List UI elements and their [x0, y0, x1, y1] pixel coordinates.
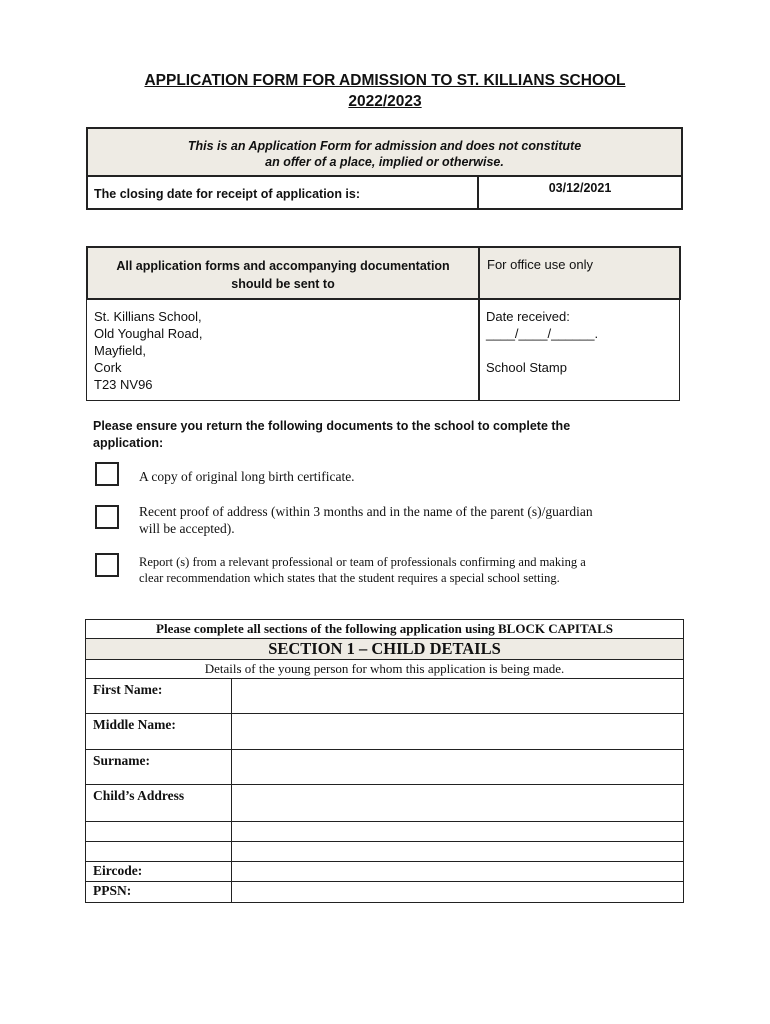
- closing-date-value: 03/12/2021: [477, 175, 683, 210]
- address-line: St. Killians School,: [94, 309, 202, 324]
- document-item: [139, 554, 674, 586]
- school-address: [86, 298, 480, 401]
- notice-line2: an offer of a place, implied or otherwise.: [265, 155, 504, 169]
- office-use-cell: [478, 298, 680, 401]
- ppsn-field[interactable]: [232, 882, 684, 903]
- middle-name-label: Middle Name:: [86, 714, 232, 750]
- documents-intro-line2: application:: [93, 436, 164, 450]
- send-to-heading: [86, 246, 480, 300]
- section-description: Details of the young person for whom this application is being made.: [86, 660, 684, 679]
- form-title-line2: 2022/2023: [348, 93, 422, 110]
- birth-certificate-checkbox[interactable]: [95, 462, 119, 486]
- date-received-blank[interactable]: ____/____/______.: [486, 326, 599, 341]
- form-title-line1: APPLICATION FORM FOR ADMISSION TO ST. KILLIANS SCHOOL: [144, 72, 626, 89]
- middle-name-field[interactable]: [232, 714, 684, 750]
- section-title: SECTION 1 – CHILD DETAILS: [86, 639, 684, 660]
- block-capitals-instruction: Please complete all sections of the following application using BLOCK CAPITALS: [86, 620, 684, 639]
- send-to-heading-line1: All application forms and accompanying documentation: [116, 259, 450, 273]
- office-use-heading: For office use only: [478, 246, 681, 300]
- notice-line1: This is an Application Form for admission and does not constitute: [187, 139, 582, 153]
- documents-intro-line1: Please ensure you return the following documents to the school to complete the: [93, 419, 571, 433]
- school-stamp-label: School Stamp: [486, 360, 567, 375]
- send-to-heading-line2: should be sent to: [231, 277, 335, 291]
- surname-field[interactable]: [232, 750, 684, 785]
- document-item-line1: Recent proof of address (within 3 months and in the name of the parent (s)/guardian: [139, 504, 593, 519]
- document-item-line2: clear recommendation which states that the student requires a special school setting.: [139, 571, 560, 585]
- address-extra-label: [86, 822, 232, 842]
- document-item-line1: A copy of original long birth certificate.: [139, 469, 355, 484]
- first-name-field[interactable]: [232, 679, 684, 714]
- first-name-label: First Name:: [86, 679, 232, 714]
- address-line: Mayfield,: [94, 343, 147, 358]
- date-received-label: Date received:: [486, 309, 570, 324]
- admission-notice: [86, 127, 683, 177]
- child-address-label: Child’s Address: [86, 785, 232, 822]
- address-line: Cork: [94, 360, 122, 375]
- proof-of-address-checkbox[interactable]: [95, 505, 119, 529]
- document-item-line1: Report (s) from a relevant professional or team of professionals confirming and making a: [139, 555, 586, 569]
- document-item-line2: will be accepted).: [139, 521, 235, 536]
- professional-report-checkbox[interactable]: [95, 553, 119, 577]
- eircode-label: Eircode:: [86, 862, 232, 882]
- eircode-field[interactable]: [232, 862, 684, 882]
- surname-label: Surname:: [86, 750, 232, 785]
- document-item: [139, 503, 674, 537]
- child-details-form: [85, 619, 684, 903]
- document-item: [139, 468, 674, 485]
- closing-date-label: The closing date for receipt of application is:: [86, 175, 479, 210]
- child-address-field[interactable]: [232, 785, 684, 822]
- address-extra-label: [86, 842, 232, 862]
- form-title: [90, 70, 680, 112]
- ppsn-label: PPSN:: [86, 882, 232, 903]
- address-line: T23 NV96: [94, 377, 153, 392]
- child-address-field-line2[interactable]: [232, 822, 684, 842]
- child-address-field-line3[interactable]: [232, 842, 684, 862]
- documents-intro: [93, 418, 663, 452]
- address-line: Old Youghal Road,: [94, 326, 203, 341]
